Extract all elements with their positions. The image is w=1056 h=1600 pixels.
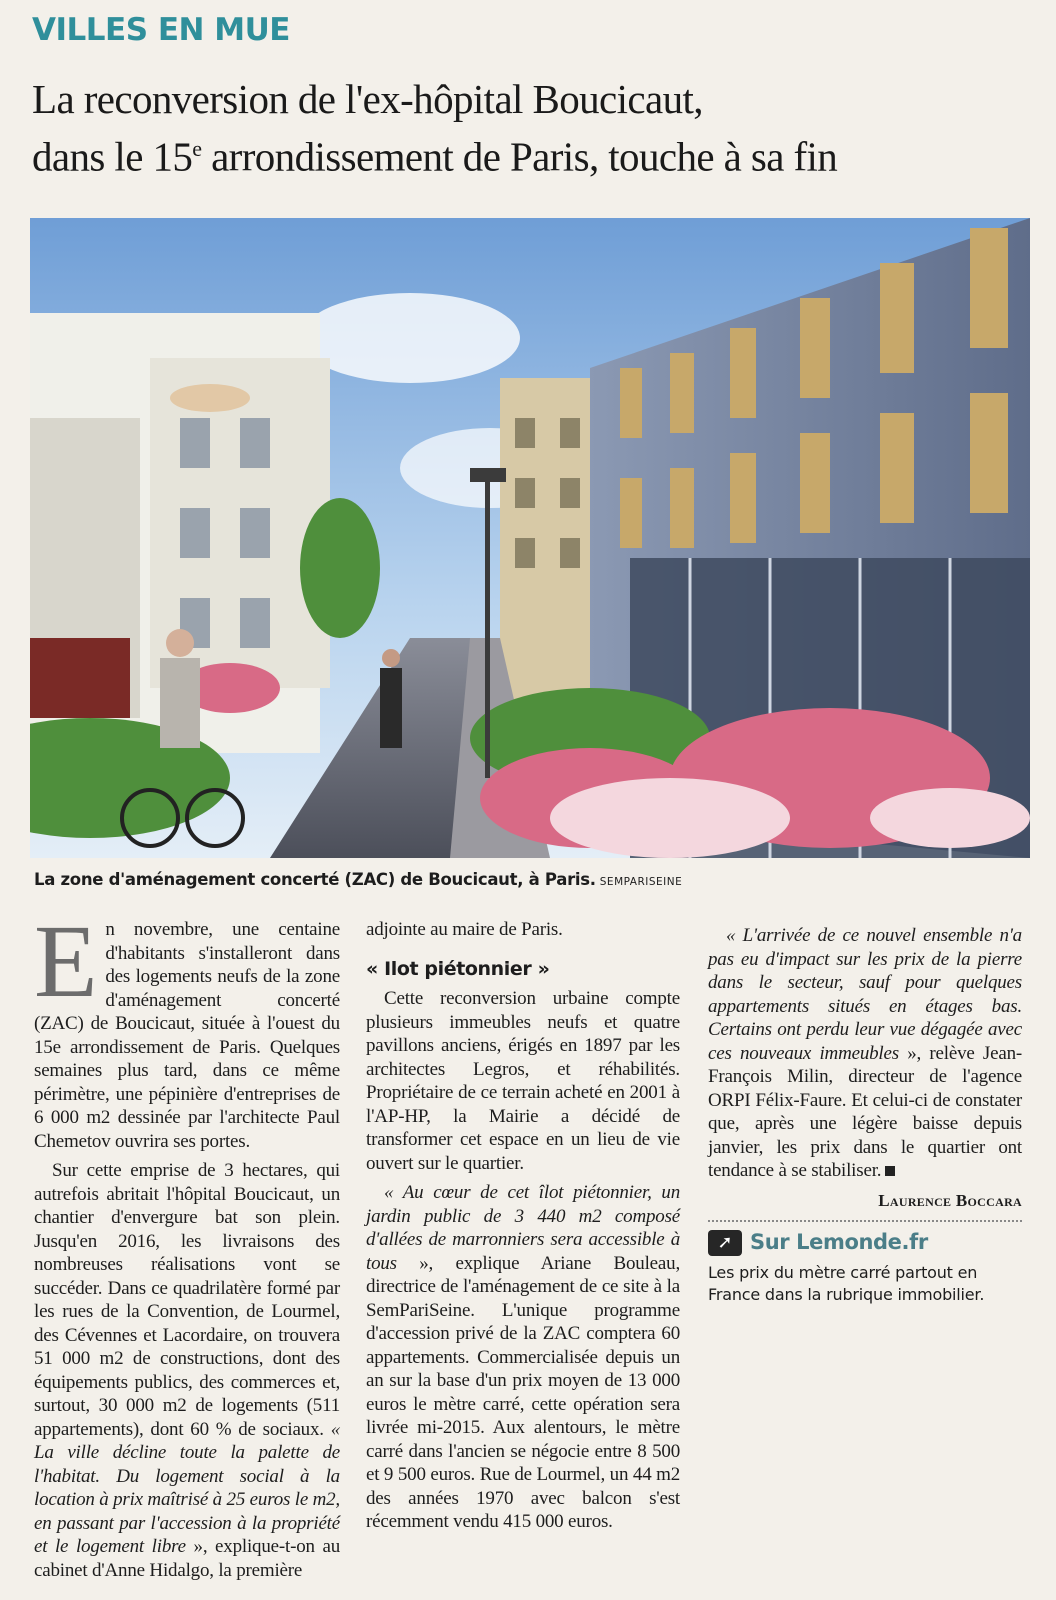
arrow-link-icon: ➚ [708, 1230, 742, 1256]
headline-line-1: La reconversion de l'ex-hôpital Boucicaut, [32, 76, 703, 122]
author-byline: Laurence Boccara [878, 1190, 1022, 1210]
end-mark [885, 1166, 895, 1176]
article-column-3 [708, 918, 1022, 1588]
section-rubric: VILLES EN MUE [32, 12, 290, 48]
caption-text: La zone d'aménagement concerté (ZAC) de Boucicaut, à Paris. [34, 870, 596, 889]
drop-cap: E [34, 904, 98, 1019]
subhead-ilot: « Ilot piétonnier » [366, 957, 550, 980]
article-photo [30, 218, 1030, 858]
photo-credit: SEMPARISEINE [599, 876, 683, 888]
quote-orpi: « L'arrivée de ce nouvel ensemble n'a pas eu d'impact sur les prix de la pierre dans le secteur, sauf pour quelques appartements situés en étages bas. Certains ont perdu leur vue dégagée avec ces nouveaux immeubles [708, 925, 1022, 1064]
paragraph-3: Cette reconversion urbaine compte plusieurs immeubles neufs et quatre pavillons anciens, érigés en 1897 par les architectes Legros, et réhabilités. Propriétaire de ce terrain acheté en 2001 à l'AP-HP, la Mairie a décidé de transformer cet espace en un lieu de vie ouvert sur le quartier. [366, 988, 680, 1174]
paragraph-2: Sur cette emprise de 3 hectares, qui autrefois abritait l'hôpital Boucicaut, un chantier d'envergure bat son plein. Jusqu'en 2016, les livraisons des nombreuses réalisations vont se succéder. Dans ce quadrilatère formé par les rues de la Convention, de Lourmel, des Cévennes et Lacordaire, on trouvera 51 000 m2 de constructions, dont des équipements publics, des commerces et, surtout, 30 000 m2 de logements (511 appartements), dont 60 % de sociaux. « La ville décline toute la palette de l'habitat. Du logement social à la location à prix maîtrisé à 25 euros le m2, en passant par l'accession à la propriété et le logement libre », explique-t-on au cabinet d'Anne Hidalgo, la première [34, 1160, 341, 1581]
headline-line-2b: arrondissement de Paris, touche à sa fin [201, 133, 838, 180]
promo-text: Les prix du mètre carré partout en France dans la rubrique immobilier. [708, 1263, 985, 1304]
photo-caption [34, 870, 1034, 889]
article-column-2 [366, 918, 680, 1588]
street-illustration [30, 218, 1030, 858]
paragraph-5-text: », relève Jean-François Milin, directeur de l'agence ORPI Félix-Faure. Et celui-ci de constater que, après une légère baisse depuis janvier, les prix dans le quartier ont tendance à se stabiliser. [708, 1042, 1022, 1181]
promo-title[interactable]: Sur Lemonde.fr [750, 1230, 928, 1255]
headline-superscript: e [192, 136, 202, 161]
paragraph-1: En novembre, une centaine d'habitants s'installeront dans des logements neufs de la zone d'aménagement concerté (ZAC) de Boucicaut, située à l'ouest du 15e arrondissement de Paris. Quelques semaines plus tard, dans ce même périmètre, une pépinière d'entreprises de 6 000 m2 dessinée par l'architecte Paul Chemetov ouvrira ses portes. [34, 904, 340, 1152]
headline-line-2a: dans le 15 [32, 133, 193, 180]
headline [32, 74, 1032, 182]
paragraph-2-continued: adjointe au maire de Paris. [366, 919, 563, 940]
paragraph-5 [708, 924, 1022, 1183]
lemonde-promo [708, 1220, 1022, 1306]
article-column-1 [34, 904, 341, 1588]
paragraph-4: « Au cœur de cet îlot piétonnier, un jardin public de 3 440 m2 composé d'allées de marronniers sera accessible à tous », explique Ariane Bouleau, directrice de l'aménagement de ce site à la SemPariSeine. L'unique programme d'accession privé de la ZAC comptera 60 appartements. Commercialisée depuis un an sur la base d'un prix moyen de 13 000 euros le mètre carré, cette opération sera livrée mi-2015. Aux alentours, le mètre carré dans l'ancien se négocie entre 8 500 et 9 500 euros. Rue de Lourmel, un 44 m2 des années 1970 avec balcon s'est récemment vendu 415 000 euros. [366, 1182, 680, 1532]
promo-header [708, 1230, 1022, 1256]
